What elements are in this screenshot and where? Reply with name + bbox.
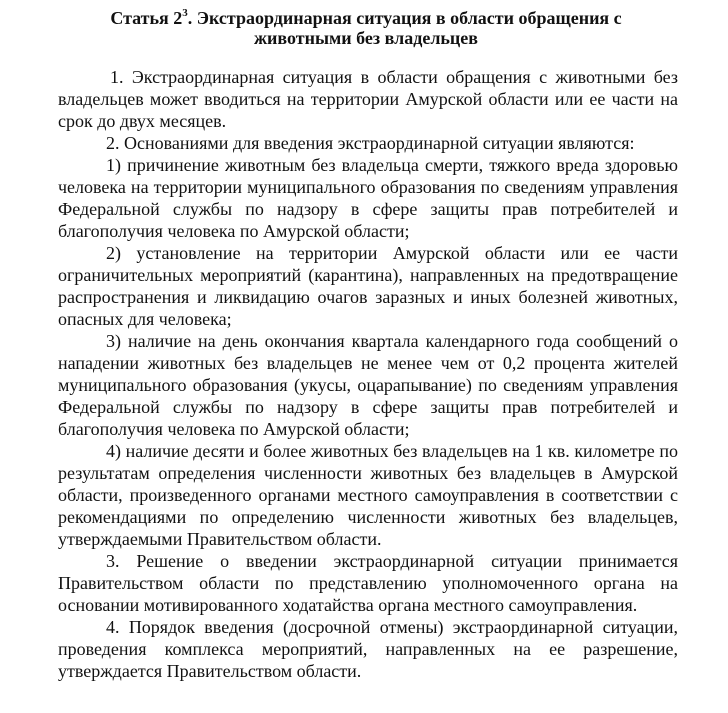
paragraph-4: 4. Порядок введения (досрочной отмены) экстраординарной ситуации, проведения комплекса мероприятий, направленных на ее разрешение, утверждается Правительством области. (58, 617, 678, 681)
paragraph-2-item-2: 2) установление на территории Амурской области или ее части ограничительных мероприятий (карантина), направленных на предотвращение распространения и ликвидацию очагов заразных и иных болезней животных, опасных для человека; (58, 243, 678, 329)
article-title-superscript: 3 (182, 7, 188, 19)
article-title-text: . Экстраординарная ситуация в области обращения с животными без владельцев (187, 8, 622, 48)
paragraph-2-item-4: 4) наличие десяти и более животных без владельцев на 1 кв. километре по результатам определения численности животных без владельцев в Амурской области, произведенного органами местного самоуправления в соответствии с рекомендациями по определению численности животных без владельцев, утверждаемыми Правительством области. (58, 441, 678, 549)
paragraph-3: 3. Решение о введении экстраординарной ситуации принимается Правительством области по представлению уполномоченного органа на основании мотивированного ходатайства органа местного самоуправления. (58, 551, 678, 615)
article-title-prefix: Статья 2 (110, 8, 183, 28)
paragraph-2-item-1: 1) причинение животным без владельца смерти, тяжкого вреда здоровью человека на территории муниципального образования по сведениям управления Федеральной службы по надзору в сфере защиты прав потребителей и благополучия человека по Амурской области; (58, 155, 678, 241)
paragraph-2-item-3: 3) наличие на день окончания квартала календарного года сообщений о нападении животных без владельцев не менее чем от 0,2 процента жителей муниципального образования (укусы, оцарапывание) по сведениям управления Федеральной службы по надзору в сфере защиты прав потребителей и благополучия человека по Амурской области; (58, 331, 678, 439)
paragraph-1: 1. Экстраординарная ситуация в области обращения с животными без владельцев может вводиться на территории Амурской области или ее части на срок до двух месяцев. (58, 67, 678, 131)
article-title (58, 8, 678, 48)
paragraph-2: 2. Основаниями для введения экстраординарной ситуации являются: (106, 133, 635, 153)
